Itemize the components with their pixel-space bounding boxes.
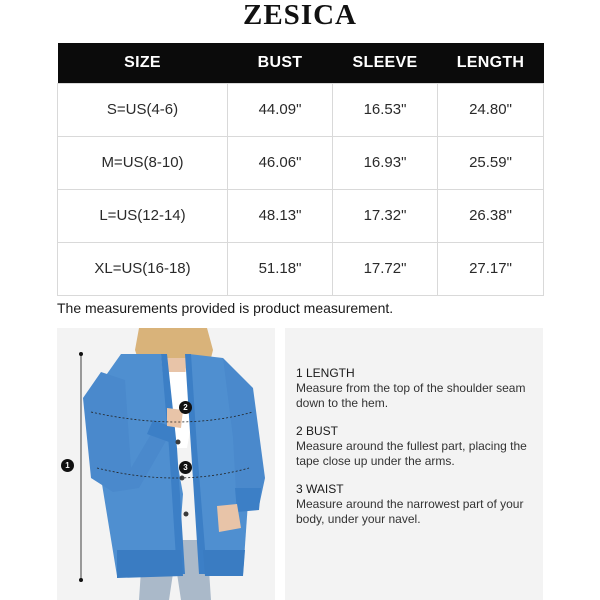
cell-size: M=US(8-10) — [58, 136, 228, 189]
cell-sleeve: 16.53" — [333, 83, 438, 136]
cell-size: L=US(12-14) — [58, 189, 228, 242]
brand-logo: ZESICA — [243, 0, 357, 31]
marker-bust: 2 — [179, 401, 192, 414]
cell-bust: 48.13" — [228, 189, 333, 242]
cell-sleeve: 17.72" — [333, 242, 438, 295]
header-bust: BUST — [228, 43, 333, 83]
cell-bust: 44.09" — [228, 83, 333, 136]
table-row — [58, 83, 544, 136]
cell-length: 27.17" — [438, 242, 544, 295]
guide-title: 1 LENGTH — [296, 366, 355, 380]
cell-bust: 46.06" — [228, 136, 333, 189]
table-row — [58, 136, 544, 189]
table-header-row — [58, 43, 544, 83]
guide-item-length — [296, 366, 536, 411]
cell-length: 24.80" — [438, 83, 544, 136]
guide-description: Measure around the narrowest part of your body, under your navel. — [296, 497, 524, 526]
cell-sleeve: 16.93" — [333, 136, 438, 189]
guide-item-waist — [296, 482, 536, 527]
measurement-note: The measurements provided is product measurement. — [57, 300, 394, 316]
cardigan-illustration — [57, 328, 275, 600]
guide-description: Measure around the fullest part, placing the tape close up under the arms. — [296, 439, 527, 468]
cell-sleeve: 17.32" — [333, 189, 438, 242]
guide-description: Measure from the top of the shoulder seam down to the hem. — [296, 381, 526, 410]
size-chart-table — [57, 43, 544, 296]
cell-size: XL=US(16-18) — [58, 242, 228, 295]
marker-length: 1 — [61, 459, 74, 472]
guide-item-bust — [296, 424, 536, 469]
header-sleeve: SLEEVE — [333, 43, 438, 83]
cell-length: 25.59" — [438, 136, 544, 189]
header-length: LENGTH — [438, 43, 544, 83]
cell-bust: 51.18" — [228, 242, 333, 295]
guide-title: 2 BUST — [296, 424, 339, 438]
table-row — [58, 242, 544, 295]
cell-size: S=US(4-6) — [58, 83, 228, 136]
guide-title: 3 WAIST — [296, 482, 344, 496]
model-photo — [57, 328, 275, 600]
marker-waist: 3 — [179, 461, 192, 474]
cell-length: 26.38" — [438, 189, 544, 242]
header-size: SIZE — [58, 43, 228, 83]
table-row — [58, 189, 544, 242]
measurement-guide — [285, 328, 543, 600]
